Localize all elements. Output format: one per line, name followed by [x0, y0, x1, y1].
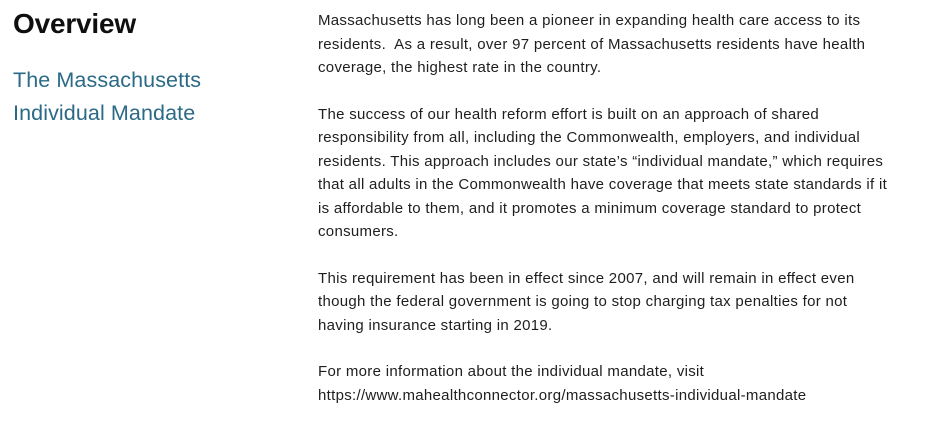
- paragraph: For more information about the individual mandate, visit https://www.mahealthconnector.org/massachusetts-individual-mandate: [318, 363, 807, 404]
- page-title: Overview: [13, 8, 136, 39]
- paragraph: The success of our health reform effort is built on an approach of shared responsibility from all, including the Commonwealth, employers, and individual residents. This approach includes our state’s “individual mandate,” which requires that all adults in the Commonwealth have coverage that meets state standards if it is affordable to them, and it promotes a minimum coverage standard to protect consumers.: [318, 105, 892, 240]
- sidebar: [13, 8, 293, 130]
- body-text: [318, 9, 896, 407]
- section-title: The Massachusetts Individual Mandate: [13, 68, 202, 125]
- paragraph: This requirement has been in effect since 2007, and will remain in effect even though the federal government is going to stop charging tax penalties for not having insurance starting in 2019.: [318, 269, 859, 334]
- paragraph: Massachusetts has long been a pioneer in expanding health care access to its residents. As a result, over 97 percent of Massachusetts residents have health coverage, the highest rate in the country.: [318, 12, 870, 76]
